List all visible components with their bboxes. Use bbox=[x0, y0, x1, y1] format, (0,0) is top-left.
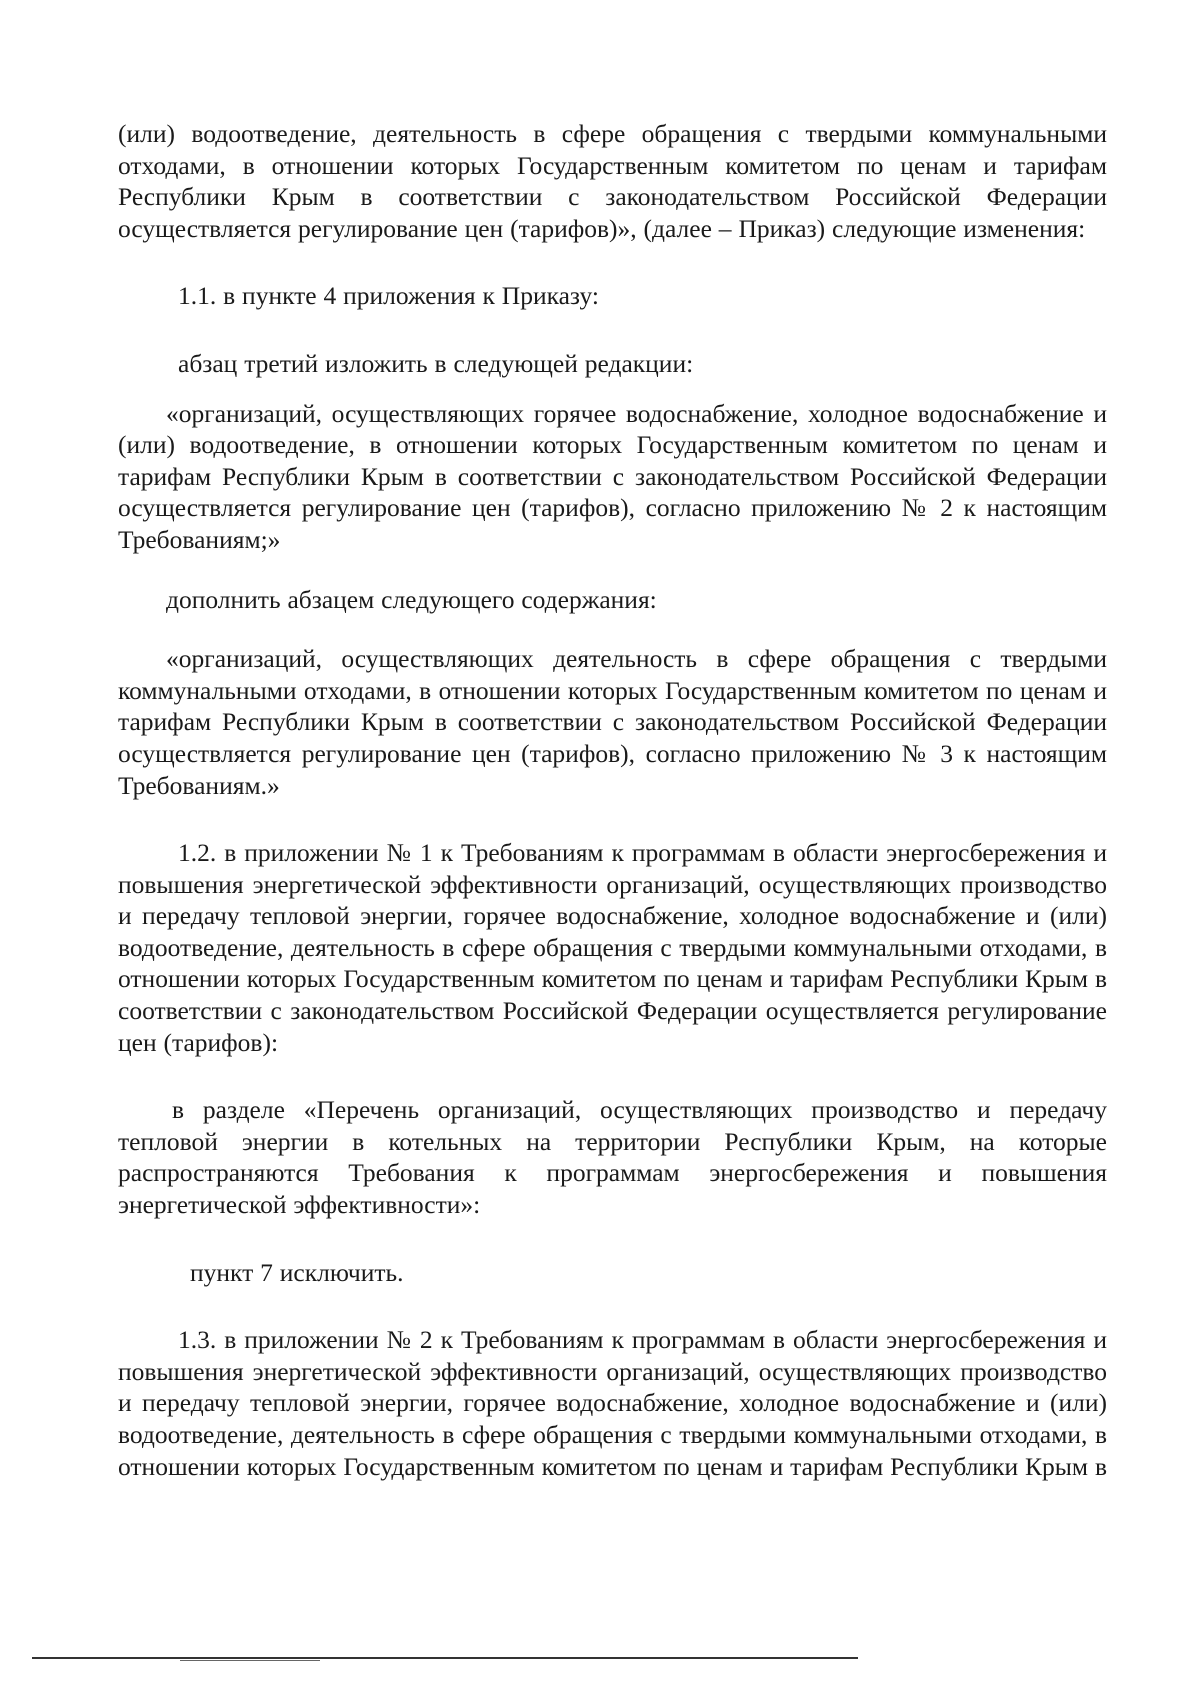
paragraph-continuation: (или) водоотведение, деятельность в сфере обращения с твердыми коммунальными отходами, в отношении которых Государственным комитетом по ценам и тарифам Республики Крым в соответствии с законодательством Российской Федерации осуществляется регулирование цен (тарифов)», (далее – Приказ) следующие изменения: bbox=[118, 119, 1107, 243]
paragraph-abzac-tretiy: абзац третий изложить в следующей редакции: bbox=[178, 348, 694, 378]
paragraph-clause-1-1: 1.1. в пункте 4 приложения к Приказу: bbox=[178, 281, 599, 311]
paragraph-clause-1-3: 1.3. в приложении № 2 к Требованиям к программам в области энергосбережения и повышения энергетической эффективности организаций, осуществляющих производство и передачу тепловой энергии, горячее водоснабжение, холодное водоснабжение и (или) водоотведение, деятельность в сфере обращения с твердыми коммунальными отходами, в отношении которых Государственным комитетом по ценам и тарифам Республики Крым в bbox=[118, 1325, 1107, 1481]
paragraph-dopolnit: дополнить абзацем следующего содержания: bbox=[166, 584, 657, 614]
paragraph-quote-water-organizations: «организаций, осуществляющих горячее водоснабжение, холодное водоснабжение и (или) водоотведение, в отношении которых Государственным комитетом по ценам и тарифам Республики Крым в соответствии с законодательством Российской Федерации осуществляется регулирование цен (тарифов), согласно приложению № 2 к настоящим Требованиям;» bbox=[118, 398, 1107, 554]
paragraph-quote-waste-organizations: «организаций, осуществляющих деятельность в сфере обращения с твердыми коммунальными отходами, в отношении которых Государственным комитетом по ценам и тарифам Республики Крым в соответствии с законодательством Российской Федерации осуществляется регулирование цен (тарифов), согласно приложению № 3 к настоящим Требованиям.» bbox=[118, 644, 1107, 800]
document-body bbox=[118, 118, 1107, 1482]
paragraph-section-list: в разделе «Перечень организаций, осуществляющих производство и передачу тепловой энергии в котельных на территории Республики Крым, на которые распространяются Требования к программам энергосбережения и повышения энергетической эффективности»: bbox=[118, 1095, 1107, 1220]
paragraph-exclude-item-7: пункт 7 исключить. bbox=[190, 1257, 404, 1287]
footer-rule bbox=[32, 1657, 858, 1659]
paragraph-clause-1-2: 1.2. в приложении № 1 к Требованиям к программам в области энергосбережения и повышения энергетической эффективности организаций, осуществляющих производство и передачу тепловой энергии, горячее водоснабжение, холодное водоснабжение и (или) водоотведение, деятельность в сфере обращения с твердыми коммунальными отходами, в отношении которых Государственным комитетом по ценам и тарифам Республики Крым в соответствии с законодательством Российской Федерации осуществляется регулирование цен (тарифов): bbox=[118, 838, 1107, 1057]
footer-rule-accent bbox=[180, 1660, 320, 1661]
